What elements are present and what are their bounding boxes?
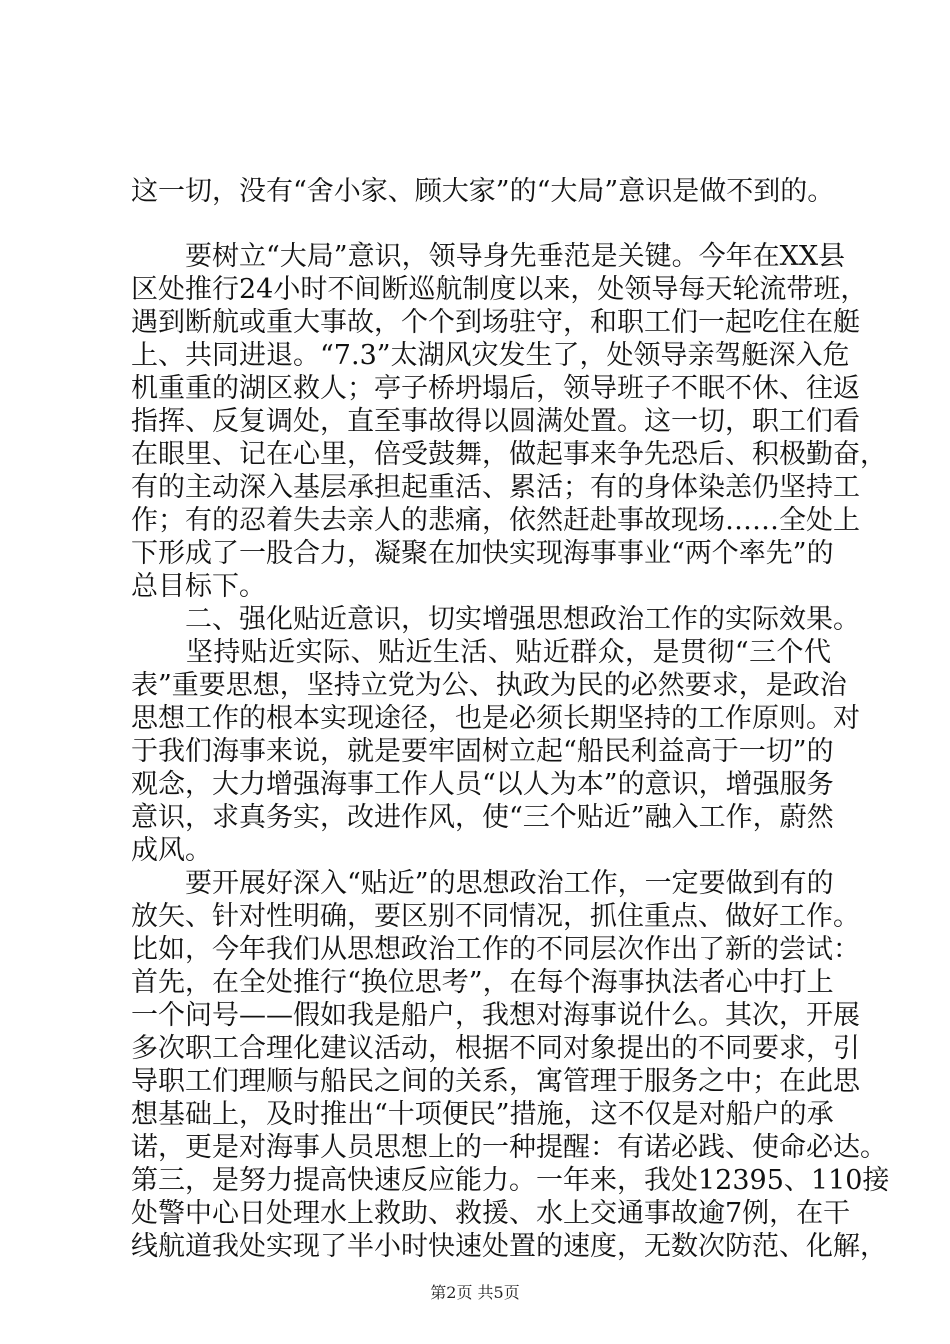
- text-line: 遇到断航或重大事故，个个到场驻守，和职工们一起吃住在艇: [131, 307, 860, 338]
- text-line: 表”重要思想，坚持立党为公、执政为民的必然要求，是政治: [131, 670, 847, 701]
- text-line: 观念，大力增强海事工作人员“以人为本”的意识，增强服务: [131, 769, 834, 800]
- text-line: 意识，求真务实，改进作风，使“三个贴近”融入工作，蔚然: [131, 802, 834, 833]
- text-line: 作；有的忍着失去亲人的悲痛，依然赶赴事故现场……全处上: [131, 505, 860, 536]
- text-line: 线航道我处实现了半小时快速处置的速度，无数次防范、化解，: [131, 1231, 887, 1262]
- text-line: 处警中心日处理水上救助、救援、水上交通事故逾7例，在干: [131, 1198, 851, 1229]
- text-line: 在眼里、记在心里，倍受鼓舞，做起事来争先恐后、积极勤奋，: [131, 439, 887, 470]
- text-line: 比如，今年我们从思想政治工作的不同层次作出了新的尝试：: [131, 934, 860, 965]
- text-line: 机重重的湖区救人；亭子桥坍塌后，领导班子不眠不休、往返: [131, 373, 860, 404]
- text-line: 放矢、针对性明确，要区别不同情况，抓住重点、做好工作。: [131, 901, 860, 932]
- text-line: 导职工们理顺与船民之间的关系，寓管理于服务之中；在此思: [131, 1066, 860, 1097]
- text-line: 一个问号——假如我是船户，我想对海事说什么。其次，开展: [131, 1000, 860, 1031]
- text-line: 要树立“大局”意识，领导身先垂范是关键。今年在XX县: [131, 241, 846, 272]
- text-line: 诺，更是对海事人员思想上的一种提醒：有诺必践、使命必达。: [131, 1132, 887, 1163]
- text-line: 多次职工合理化建议活动，根据不同对象提出的不同要求，引: [131, 1033, 860, 1064]
- text-line: 第三，是努力提高快速反应能力。一年来，我处12395、110接: [131, 1165, 890, 1196]
- text-line: 于我们海事来说，就是要牢固树立起“船民利益高于一切”的: [131, 736, 834, 767]
- text-line: 思想工作的根本实现途径，也是必须长期坚持的工作原则。对: [131, 703, 860, 734]
- section-heading: 二、强化贴近意识，切实增强思想政治工作的实际效果。: [131, 604, 860, 635]
- text-line: 指挥、反复调处，直至事故得以圆满处置。这一切，职工们看: [131, 406, 860, 437]
- text-line: 要开展好深入“贴近”的思想政治工作，一定要做到有的: [131, 868, 834, 899]
- text-line: 想基础上，及时推出“十项便民”措施，这不仅是对船户的承: [131, 1099, 834, 1130]
- text-line: 上、共同进退。“7.3”太湖风灾发生了，处领导亲驾艇深入危: [131, 340, 850, 371]
- page-number-footer: 第2页 共5页: [430, 1283, 520, 1302]
- text-line: 下形成了一股合力，凝聚在加快实现海事事业“两个率先”的: [131, 538, 834, 569]
- text-line: 有的主动深入基层承担起重活、累活；有的身体染恙仍坚持工: [131, 472, 860, 503]
- text-line: 坚持贴近实际、贴近生活、贴近群众，是贯彻“三个代: [131, 637, 831, 668]
- text-line: 区处推行24小时不间断巡航制度以来，处领导每天轮流带班，: [131, 274, 868, 305]
- text-line: 首先，在全处推行“换位思考”，在每个海事执法者心中打上: [131, 967, 834, 998]
- text-line: 总目标下。: [131, 571, 266, 602]
- text-line: 成风。: [131, 835, 212, 866]
- text-line: 这一切，没有“舍小家、顾大家”的“大局”意识是做不到的。: [131, 176, 835, 207]
